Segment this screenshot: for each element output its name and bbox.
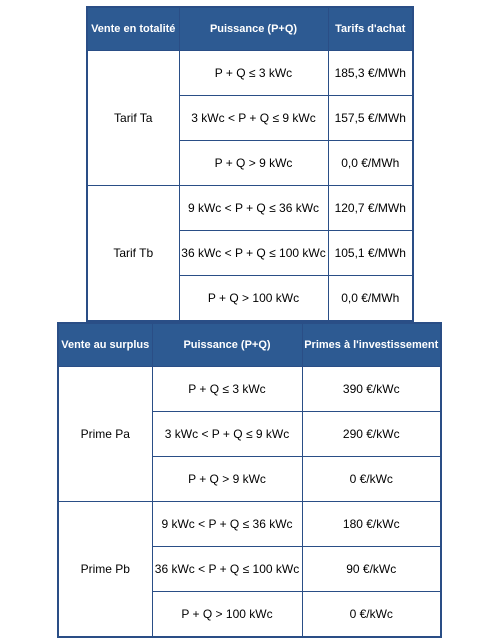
rate-cell: 105,1 €/MWh [328, 231, 413, 276]
rate-cell: 120,7 €/MWh [328, 186, 413, 231]
bonus-cell: 90 €/kWc [302, 547, 441, 592]
header-sale-type: Vente au surplus [58, 323, 152, 367]
bonus-cell: 390 €/kWc [302, 367, 441, 412]
group-label: Prime Pa [58, 367, 152, 502]
table-row [87, 51, 413, 96]
rate-cell: 0,0 €/MWh [328, 276, 413, 322]
header-purchase-rate: Tarifs d'achat [328, 7, 413, 51]
header-investment-bonus: Primes à l'investissement [302, 323, 441, 367]
bonus-cell: 0 €/kWc [302, 592, 441, 638]
power-range-cell: 36 kWc < P + Q ≤ 100 kWc [179, 231, 328, 276]
bonus-cell: 180 €/kWc [302, 502, 441, 547]
header-power: Puissance (P+Q) [179, 7, 328, 51]
power-range-cell: P + Q > 9 kWc [179, 141, 328, 186]
bonus-cell: 0 €/kWc [302, 457, 441, 502]
rate-cell: 0,0 €/MWh [328, 141, 413, 186]
power-range-cell: 9 kWc < P + Q ≤ 36 kWc [179, 186, 328, 231]
power-range-cell: 3 kWc < P + Q ≤ 9 kWc [179, 96, 328, 141]
table-header-row [87, 7, 413, 51]
bonus-cell: 290 €/kWc [302, 412, 441, 457]
group-label: Tarif Tb [87, 186, 179, 322]
table-row [87, 186, 413, 231]
power-range-cell: P + Q > 100 kWc [152, 592, 302, 638]
header-sale-type: Vente en totalité [87, 7, 179, 51]
power-range-cell: 36 kWc < P + Q ≤ 100 kWc [152, 547, 302, 592]
power-range-cell: P + Q ≤ 3 kWc [179, 51, 328, 96]
power-range-cell: 9 kWc < P + Q ≤ 36 kWc [152, 502, 302, 547]
power-range-cell: P + Q > 100 kWc [179, 276, 328, 322]
table-row [58, 367, 441, 412]
table-header-row [58, 323, 441, 367]
tariff-table-surplus-sale [57, 322, 442, 638]
tariff-table-total-sale [86, 6, 414, 322]
power-range-cell: 3 kWc < P + Q ≤ 9 kWc [152, 412, 302, 457]
rate-cell: 157,5 €/MWh [328, 96, 413, 141]
header-power: Puissance (P+Q) [152, 323, 302, 367]
power-range-cell: P + Q > 9 kWc [152, 457, 302, 502]
group-label: Tarif Ta [87, 51, 179, 186]
rate-cell: 185,3 €/MWh [328, 51, 413, 96]
table-row [58, 502, 441, 547]
power-range-cell: P + Q ≤ 3 kWc [152, 367, 302, 412]
group-label: Prime Pb [58, 502, 152, 638]
